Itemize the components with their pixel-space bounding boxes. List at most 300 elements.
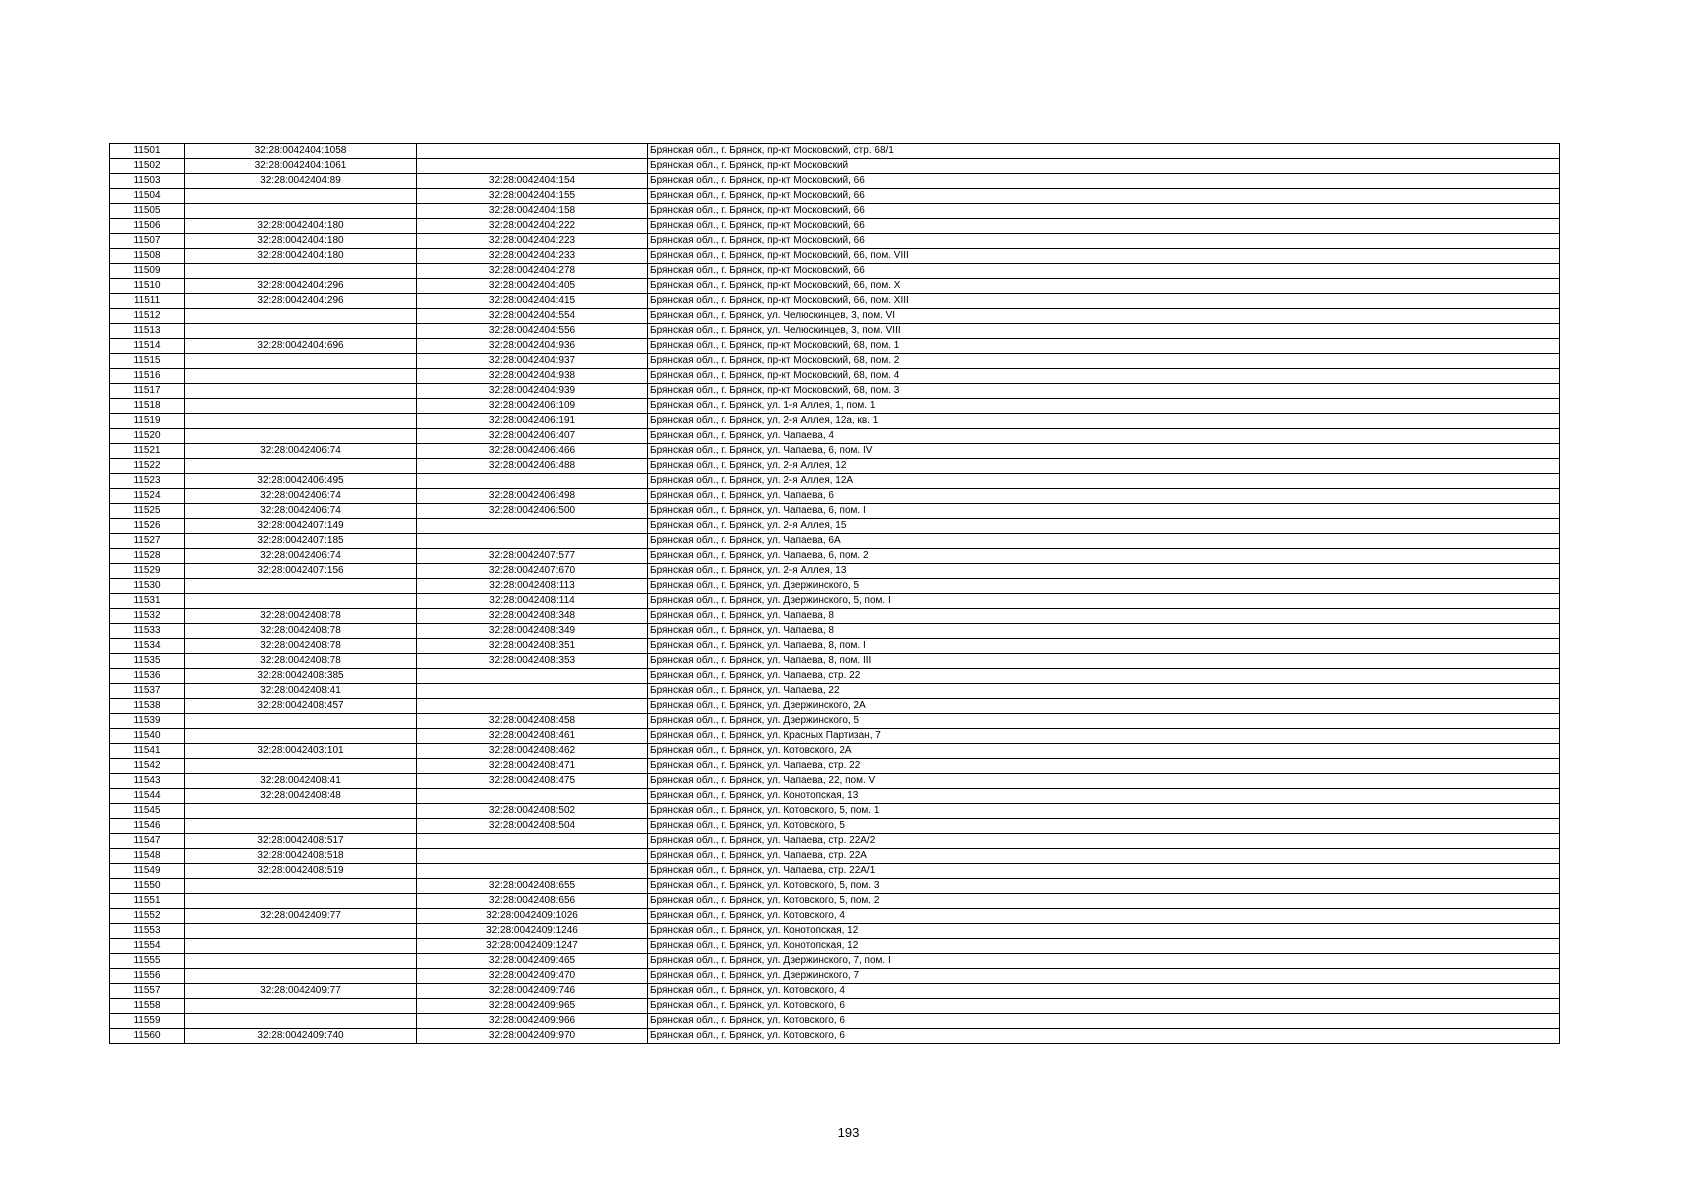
- address-cell: Брянская обл., г. Брянск, ул. Чапаева, 8: [648, 624, 1560, 639]
- cadastral-number-cell: [417, 144, 648, 159]
- table-row: [110, 189, 1560, 204]
- cadastral-number-cell: 32:28:0042409:1026: [417, 909, 648, 924]
- cadastral-number-cell: [417, 669, 648, 684]
- row-number-cell: 11525: [110, 504, 185, 519]
- row-number-cell: 11550: [110, 879, 185, 894]
- address-cell: Брянская обл., г. Брянск, ул. Челюскинцев, 3, пом. VI: [648, 309, 1560, 324]
- table-row: [110, 579, 1560, 594]
- row-number-cell: 11512: [110, 309, 185, 324]
- table-row: [110, 864, 1560, 879]
- row-number-cell: 11506: [110, 219, 185, 234]
- parent-cadastral-number-cell: 32:28:0042404:180: [185, 219, 417, 234]
- cadastral-number-cell: [417, 789, 648, 804]
- table-row: [110, 399, 1560, 414]
- cadastral-number-cell: [417, 864, 648, 879]
- page-number: 193: [837, 1125, 860, 1140]
- cadastral-number-cell: 32:28:0042408:114: [417, 594, 648, 609]
- parent-cadastral-number-cell: [185, 954, 417, 969]
- address-cell: Брянская обл., г. Брянск, ул. Дзержинского, 2А: [648, 699, 1560, 714]
- table-row: [110, 369, 1560, 384]
- address-cell: Брянская обл., г. Брянск, пр-кт Московский, 66: [648, 174, 1560, 189]
- row-number-cell: 11509: [110, 264, 185, 279]
- address-cell: Брянская обл., г. Брянск, ул. Чапаева, 6А: [648, 534, 1560, 549]
- row-number-cell: 11554: [110, 939, 185, 954]
- address-cell: Брянская обл., г. Брянск, пр-кт Московский, 66: [648, 219, 1560, 234]
- address-cell: Брянская обл., г. Брянск, ул. Чапаева, 8, пом. I: [648, 639, 1560, 654]
- row-number-cell: 11503: [110, 174, 185, 189]
- table-row: [110, 264, 1560, 279]
- address-cell: Брянская обл., г. Брянск, ул. Дзержинского, 5: [648, 714, 1560, 729]
- cadastral-number-cell: 32:28:0042408:353: [417, 654, 648, 669]
- address-cell: Брянская обл., г. Брянск, ул. Чапаева, 6, пом. 2: [648, 549, 1560, 564]
- row-number-cell: 11527: [110, 534, 185, 549]
- address-cell: Брянская обл., г. Брянск, ул. 1-я Аллея, 1, пом. 1: [648, 399, 1560, 414]
- table-row: [110, 624, 1560, 639]
- address-cell: Брянская обл., г. Брянск, ул. Чапаева, стр. 22А: [648, 849, 1560, 864]
- table-row: [110, 969, 1560, 984]
- parent-cadastral-number-cell: [185, 399, 417, 414]
- cadastral-number-cell: 32:28:0042408:655: [417, 879, 648, 894]
- address-cell: Брянская обл., г. Брянск, ул. Котовского, 6: [648, 999, 1560, 1014]
- row-number-cell: 11546: [110, 819, 185, 834]
- cadastral-number-cell: 32:28:0042406:488: [417, 459, 648, 474]
- cadastral-number-cell: 32:28:0042404:937: [417, 354, 648, 369]
- table-row: [110, 654, 1560, 669]
- row-number-cell: 11556: [110, 969, 185, 984]
- table-row: [110, 909, 1560, 924]
- address-cell: Брянская обл., г. Брянск, ул. Чапаева, 6, пом. I: [648, 504, 1560, 519]
- cadastral-number-cell: 32:28:0042404:158: [417, 204, 648, 219]
- cadastral-number-cell: 32:28:0042404:223: [417, 234, 648, 249]
- cadastral-number-cell: 32:28:0042409:465: [417, 954, 648, 969]
- cadastral-number-cell: 32:28:0042406:500: [417, 504, 648, 519]
- parent-cadastral-number-cell: 32:28:0042408:78: [185, 639, 417, 654]
- table-row: [110, 459, 1560, 474]
- table-row: [110, 204, 1560, 219]
- address-cell: Брянская обл., г. Брянск, ул. 2-я Аллея, 12а, кв. 1: [648, 414, 1560, 429]
- row-number-cell: 11520: [110, 429, 185, 444]
- parent-cadastral-number-cell: 32:28:0042404:1061: [185, 159, 417, 174]
- cadastral-number-cell: 32:28:0042406:191: [417, 414, 648, 429]
- row-number-cell: 11560: [110, 1029, 185, 1044]
- parent-cadastral-number-cell: [185, 804, 417, 819]
- cadastral-number-cell: 32:28:0042408:504: [417, 819, 648, 834]
- parent-cadastral-number-cell: [185, 459, 417, 474]
- parent-cadastral-number-cell: 32:28:0042408:518: [185, 849, 417, 864]
- address-cell: Брянская обл., г. Брянск, ул. Чапаева, 4: [648, 429, 1560, 444]
- address-cell: Брянская обл., г. Брянск, пр-кт Московский: [648, 159, 1560, 174]
- parent-cadastral-number-cell: 32:28:0042403:101: [185, 744, 417, 759]
- cadastral-number-cell: 32:28:0042404:233: [417, 249, 648, 264]
- table-row: [110, 924, 1560, 939]
- table-row: [110, 249, 1560, 264]
- parent-cadastral-number-cell: [185, 429, 417, 444]
- table-row: [110, 684, 1560, 699]
- parent-cadastral-number-cell: 32:28:0042404:180: [185, 234, 417, 249]
- cadastral-number-cell: 32:28:0042408:113: [417, 579, 648, 594]
- address-cell: Брянская обл., г. Брянск, ул. Чапаева, 8: [648, 609, 1560, 624]
- row-number-cell: 11545: [110, 804, 185, 819]
- cadastral-number-cell: 32:28:0042409:746: [417, 984, 648, 999]
- parent-cadastral-number-cell: 32:28:0042408:78: [185, 624, 417, 639]
- parent-cadastral-number-cell: 32:28:0042408:41: [185, 774, 417, 789]
- address-cell: Брянская обл., г. Брянск, пр-кт Московский, 68, пом. 4: [648, 369, 1560, 384]
- address-cell: Брянская обл., г. Брянск, ул. 2-я Аллея, 15: [648, 519, 1560, 534]
- cadastral-number-cell: [417, 474, 648, 489]
- row-number-cell: 11538: [110, 699, 185, 714]
- address-cell: Брянская обл., г. Брянск, ул. Котовского, 5, пом. 1: [648, 804, 1560, 819]
- address-cell: Брянская обл., г. Брянск, ул. Красных Партизан, 7: [648, 729, 1560, 744]
- address-cell: Брянская обл., г. Брянск, ул. Дзержинского, 5: [648, 579, 1560, 594]
- address-cell: Брянская обл., г. Брянск, ул. Конотопская, 13: [648, 789, 1560, 804]
- parent-cadastral-number-cell: 32:28:0042409:77: [185, 909, 417, 924]
- row-number-cell: 11528: [110, 549, 185, 564]
- parent-cadastral-number-cell: 32:28:0042404:296: [185, 294, 417, 309]
- parent-cadastral-number-cell: 32:28:0042404:180: [185, 249, 417, 264]
- address-cell: Брянская обл., г. Брянск, ул. Чапаева, 22, пом. V: [648, 774, 1560, 789]
- table-row: [110, 174, 1560, 189]
- address-cell: Брянская обл., г. Брянск, ул. Конотопская, 12: [648, 939, 1560, 954]
- address-cell: Брянская обл., г. Брянск, ул. Чапаева, 6: [648, 489, 1560, 504]
- parent-cadastral-number-cell: [185, 969, 417, 984]
- row-number-cell: 11555: [110, 954, 185, 969]
- table-row: [110, 849, 1560, 864]
- row-number-cell: 11549: [110, 864, 185, 879]
- address-cell: Брянская обл., г. Брянск, ул. Дзержинского, 5, пом. I: [648, 594, 1560, 609]
- address-cell: Брянская обл., г. Брянск, ул. Чапаева, 8, пом. III: [648, 654, 1560, 669]
- cadastral-number-cell: [417, 159, 648, 174]
- table-row: [110, 354, 1560, 369]
- cadastral-number-cell: 32:28:0042408:462: [417, 744, 648, 759]
- row-number-cell: 11535: [110, 654, 185, 669]
- cadastral-number-cell: 32:28:0042407:670: [417, 564, 648, 579]
- row-number-cell: 11502: [110, 159, 185, 174]
- row-number-cell: 11516: [110, 369, 185, 384]
- address-cell: Брянская обл., г. Брянск, пр-кт Московский, 68, пом. 1: [648, 339, 1560, 354]
- address-cell: Брянская обл., г. Брянск, ул. Чапаева, стр. 22: [648, 759, 1560, 774]
- address-cell: Брянская обл., г. Брянск, ул. Чапаева, стр. 22: [648, 669, 1560, 684]
- address-cell: Брянская обл., г. Брянск, ул. Чапаева, 22: [648, 684, 1560, 699]
- cadastral-number-cell: 32:28:0042404:556: [417, 324, 648, 339]
- parent-cadastral-number-cell: 32:28:0042408:78: [185, 609, 417, 624]
- parent-cadastral-number-cell: [185, 369, 417, 384]
- row-number-cell: 11517: [110, 384, 185, 399]
- table-row: [110, 759, 1560, 774]
- address-cell: Брянская обл., г. Брянск, пр-кт Московский, стр. 68/1: [648, 144, 1560, 159]
- row-number-cell: 11507: [110, 234, 185, 249]
- parent-cadastral-number-cell: 32:28:0042404:1058: [185, 144, 417, 159]
- cadastral-number-cell: 32:28:0042404:155: [417, 189, 648, 204]
- address-cell: Брянская обл., г. Брянск, ул. Чапаева, 6, пом. IV: [648, 444, 1560, 459]
- table-row: [110, 879, 1560, 894]
- table-row: [110, 714, 1560, 729]
- parent-cadastral-number-cell: [185, 924, 417, 939]
- table-row: [110, 729, 1560, 744]
- row-number-cell: 11559: [110, 1014, 185, 1029]
- row-number-cell: 11526: [110, 519, 185, 534]
- row-number-cell: 11530: [110, 579, 185, 594]
- parent-cadastral-number-cell: [185, 759, 417, 774]
- cadastral-number-cell: 32:28:0042408:351: [417, 639, 648, 654]
- parent-cadastral-number-cell: 32:28:0042408:385: [185, 669, 417, 684]
- parent-cadastral-number-cell: 32:28:0042404:296: [185, 279, 417, 294]
- row-number-cell: 11539: [110, 714, 185, 729]
- row-number-cell: 11529: [110, 564, 185, 579]
- address-cell: Брянская обл., г. Брянск, ул. Чапаева, стр. 22А/2: [648, 834, 1560, 849]
- table-row: [110, 219, 1560, 234]
- table-row: [110, 789, 1560, 804]
- parent-cadastral-number-cell: 32:28:0042408:78: [185, 654, 417, 669]
- table-row: [110, 444, 1560, 459]
- row-number-cell: 11508: [110, 249, 185, 264]
- address-cell: Брянская обл., г. Брянск, ул. Котовского, 6: [648, 1029, 1560, 1044]
- cadastral-number-cell: 32:28:0042409:970: [417, 1029, 648, 1044]
- parent-cadastral-number-cell: 32:28:0042404:696: [185, 339, 417, 354]
- cadastral-number-cell: 32:28:0042408:348: [417, 609, 648, 624]
- address-cell: Брянская обл., г. Брянск, ул. Котовского, 5, пом. 2: [648, 894, 1560, 909]
- row-number-cell: 11504: [110, 189, 185, 204]
- parent-cadastral-number-cell: [185, 189, 417, 204]
- parent-cadastral-number-cell: 32:28:0042409:740: [185, 1029, 417, 1044]
- parent-cadastral-number-cell: 32:28:0042409:77: [185, 984, 417, 999]
- table-row: [110, 414, 1560, 429]
- address-cell: Брянская обл., г. Брянск, ул. Котовского, 5: [648, 819, 1560, 834]
- row-number-cell: 11536: [110, 669, 185, 684]
- cadastral-number-cell: 32:28:0042404:154: [417, 174, 648, 189]
- cadastral-number-cell: 32:28:0042409:1247: [417, 939, 648, 954]
- cadastral-number-cell: [417, 684, 648, 699]
- address-cell: Брянская обл., г. Брянск, пр-кт Московский, 68, пом. 2: [648, 354, 1560, 369]
- address-cell: Брянская обл., г. Брянск, ул. Конотопская, 12: [648, 924, 1560, 939]
- row-number-cell: 11558: [110, 999, 185, 1014]
- parent-cadastral-number-cell: 32:28:0042406:495: [185, 474, 417, 489]
- cadastral-number-cell: 32:28:0042408:656: [417, 894, 648, 909]
- table-row: [110, 984, 1560, 999]
- parent-cadastral-number-cell: 32:28:0042408:41: [185, 684, 417, 699]
- parent-cadastral-number-cell: 32:28:0042407:185: [185, 534, 417, 549]
- parent-cadastral-number-cell: [185, 999, 417, 1014]
- row-number-cell: 11557: [110, 984, 185, 999]
- address-cell: Брянская обл., г. Брянск, ул. Челюскинцев, 3, пом. VIII: [648, 324, 1560, 339]
- parent-cadastral-number-cell: [185, 384, 417, 399]
- parent-cadastral-number-cell: [185, 879, 417, 894]
- parent-cadastral-number-cell: 32:28:0042406:74: [185, 444, 417, 459]
- table-row: [110, 384, 1560, 399]
- parent-cadastral-number-cell: 32:28:0042407:156: [185, 564, 417, 579]
- row-number-cell: 11552: [110, 909, 185, 924]
- table-row: [110, 234, 1560, 249]
- parent-cadastral-number-cell: [185, 579, 417, 594]
- parent-cadastral-number-cell: [185, 414, 417, 429]
- table-row: [110, 339, 1560, 354]
- parent-cadastral-number-cell: [185, 729, 417, 744]
- cadastral-number-cell: 32:28:0042407:577: [417, 549, 648, 564]
- row-number-cell: 11531: [110, 594, 185, 609]
- table-row: [110, 609, 1560, 624]
- address-cell: Брянская обл., г. Брянск, ул. Дзержинского, 7: [648, 969, 1560, 984]
- table-row: [110, 474, 1560, 489]
- table-row: [110, 939, 1560, 954]
- address-cell: Брянская обл., г. Брянск, пр-кт Московский, 66: [648, 264, 1560, 279]
- address-cell: Брянская обл., г. Брянск, ул. Котовского, 4: [648, 984, 1560, 999]
- table-row: [110, 1014, 1560, 1029]
- cadastral-number-cell: 32:28:0042404:938: [417, 369, 648, 384]
- cadastral-number-cell: 32:28:0042408:471: [417, 759, 648, 774]
- cadastral-number-cell: 32:28:0042409:965: [417, 999, 648, 1014]
- cadastral-number-cell: 32:28:0042408:502: [417, 804, 648, 819]
- table-row: [110, 804, 1560, 819]
- table-row: [110, 294, 1560, 309]
- table-row: [110, 819, 1560, 834]
- table-row: [110, 639, 1560, 654]
- row-number-cell: 11513: [110, 324, 185, 339]
- parent-cadastral-number-cell: [185, 894, 417, 909]
- address-cell: Брянская обл., г. Брянск, пр-кт Московский, 66, пом. XIII: [648, 294, 1560, 309]
- parent-cadastral-number-cell: [185, 309, 417, 324]
- address-cell: Брянская обл., г. Брянск, пр-кт Московский, 66: [648, 189, 1560, 204]
- row-number-cell: 11537: [110, 684, 185, 699]
- table-row: [110, 159, 1560, 174]
- cadastral-number-cell: 32:28:0042406:466: [417, 444, 648, 459]
- address-cell: Брянская обл., г. Брянск, ул. Котовского, 4: [648, 909, 1560, 924]
- table-row: [110, 894, 1560, 909]
- cadastral-number-cell: 32:28:0042404:405: [417, 279, 648, 294]
- table-row: [110, 429, 1560, 444]
- row-number-cell: 11505: [110, 204, 185, 219]
- row-number-cell: 11514: [110, 339, 185, 354]
- parent-cadastral-number-cell: [185, 204, 417, 219]
- cadastral-number-cell: 32:28:0042404:222: [417, 219, 648, 234]
- parent-cadastral-number-cell: [185, 1014, 417, 1029]
- cadastral-number-cell: 32:28:0042408:461: [417, 729, 648, 744]
- address-cell: Брянская обл., г. Брянск, пр-кт Московский, 66: [648, 234, 1560, 249]
- row-number-cell: 11540: [110, 729, 185, 744]
- cadastral-number-cell: 32:28:0042404:278: [417, 264, 648, 279]
- address-cell: Брянская обл., г. Брянск, ул. Котовского, 5, пом. 3: [648, 879, 1560, 894]
- row-number-cell: 11522: [110, 459, 185, 474]
- parent-cadastral-number-cell: [185, 264, 417, 279]
- address-cell: Брянская обл., г. Брянск, пр-кт Московский, 66: [648, 204, 1560, 219]
- row-number-cell: 11524: [110, 489, 185, 504]
- row-number-cell: 11501: [110, 144, 185, 159]
- parent-cadastral-number-cell: [185, 819, 417, 834]
- parent-cadastral-number-cell: [185, 594, 417, 609]
- table-row: [110, 144, 1560, 159]
- row-number-cell: 11511: [110, 294, 185, 309]
- cadastral-number-cell: 32:28:0042408:458: [417, 714, 648, 729]
- row-number-cell: 11542: [110, 759, 185, 774]
- table-row: [110, 519, 1560, 534]
- cadastral-number-cell: 32:28:0042404:936: [417, 339, 648, 354]
- registry-table-body: [110, 144, 1560, 1044]
- row-number-cell: 11518: [110, 399, 185, 414]
- parent-cadastral-number-cell: [185, 324, 417, 339]
- table-row: [110, 504, 1560, 519]
- table-row: [110, 1029, 1560, 1044]
- parent-cadastral-number-cell: [185, 354, 417, 369]
- cadastral-number-cell: 32:28:0042409:1246: [417, 924, 648, 939]
- row-number-cell: 11543: [110, 774, 185, 789]
- table-row: [110, 999, 1560, 1014]
- parent-cadastral-number-cell: 32:28:0042408:48: [185, 789, 417, 804]
- row-number-cell: 11553: [110, 924, 185, 939]
- table-row: [110, 954, 1560, 969]
- registry-table: [109, 143, 1560, 1044]
- row-number-cell: 11515: [110, 354, 185, 369]
- cadastral-number-cell: 32:28:0042406:109: [417, 399, 648, 414]
- table-row: [110, 834, 1560, 849]
- table-row: [110, 534, 1560, 549]
- address-cell: Брянская обл., г. Брянск, пр-кт Московский, 66, пом. X: [648, 279, 1560, 294]
- cadastral-number-cell: 32:28:0042409:966: [417, 1014, 648, 1029]
- row-number-cell: 11548: [110, 849, 185, 864]
- row-number-cell: 11519: [110, 414, 185, 429]
- address-cell: Брянская обл., г. Брянск, ул. Котовского, 2А: [648, 744, 1560, 759]
- row-number-cell: 11523: [110, 474, 185, 489]
- parent-cadastral-number-cell: 32:28:0042404:89: [185, 174, 417, 189]
- parent-cadastral-number-cell: 32:28:0042408:517: [185, 834, 417, 849]
- table-row: [110, 549, 1560, 564]
- table-row: [110, 669, 1560, 684]
- table-row: [110, 324, 1560, 339]
- row-number-cell: 11510: [110, 279, 185, 294]
- table-row: [110, 699, 1560, 714]
- parent-cadastral-number-cell: 32:28:0042407:149: [185, 519, 417, 534]
- table-row: [110, 309, 1560, 324]
- cadastral-number-cell: 32:28:0042406:407: [417, 429, 648, 444]
- cadastral-number-cell: 32:28:0042408:349: [417, 624, 648, 639]
- address-cell: Брянская обл., г. Брянск, ул. Чапаева, стр. 22А/1: [648, 864, 1560, 879]
- cadastral-number-cell: 32:28:0042404:554: [417, 309, 648, 324]
- address-cell: Брянская обл., г. Брянск, пр-кт Московский, 68, пом. 3: [648, 384, 1560, 399]
- cadastral-number-cell: 32:28:0042404:415: [417, 294, 648, 309]
- table-row: [110, 564, 1560, 579]
- parent-cadastral-number-cell: 32:28:0042406:74: [185, 489, 417, 504]
- cadastral-number-cell: [417, 834, 648, 849]
- parent-cadastral-number-cell: 32:28:0042406:74: [185, 549, 417, 564]
- parent-cadastral-number-cell: 32:28:0042406:74: [185, 504, 417, 519]
- row-number-cell: 11533: [110, 624, 185, 639]
- table-row: [110, 744, 1560, 759]
- address-cell: Брянская обл., г. Брянск, ул. 2-я Аллея, 13: [648, 564, 1560, 579]
- row-number-cell: 11551: [110, 894, 185, 909]
- row-number-cell: 11541: [110, 744, 185, 759]
- address-cell: Брянская обл., г. Брянск, пр-кт Московский, 66, пом. VIII: [648, 249, 1560, 264]
- table-row: [110, 279, 1560, 294]
- cadastral-number-cell: [417, 849, 648, 864]
- table-row: [110, 489, 1560, 504]
- row-number-cell: 11547: [110, 834, 185, 849]
- cadastral-number-cell: 32:28:0042409:470: [417, 969, 648, 984]
- parent-cadastral-number-cell: 32:28:0042408:457: [185, 699, 417, 714]
- cadastral-number-cell: [417, 519, 648, 534]
- row-number-cell: 11532: [110, 609, 185, 624]
- cadastral-number-cell: [417, 699, 648, 714]
- parent-cadastral-number-cell: [185, 939, 417, 954]
- address-cell: Брянская обл., г. Брянск, ул. Котовского, 6: [648, 1014, 1560, 1029]
- row-number-cell: 11534: [110, 639, 185, 654]
- cadastral-number-cell: 32:28:0042406:498: [417, 489, 648, 504]
- table-row: [110, 774, 1560, 789]
- cadastral-number-cell: 32:28:0042408:475: [417, 774, 648, 789]
- table-row: [110, 594, 1560, 609]
- parent-cadastral-number-cell: [185, 714, 417, 729]
- address-cell: Брянская обл., г. Брянск, ул. 2-я Аллея, 12А: [648, 474, 1560, 489]
- cadastral-number-cell: 32:28:0042404:939: [417, 384, 648, 399]
- address-cell: Брянская обл., г. Брянск, ул. 2-я Аллея, 12: [648, 459, 1560, 474]
- cadastral-number-cell: [417, 534, 648, 549]
- row-number-cell: 11521: [110, 444, 185, 459]
